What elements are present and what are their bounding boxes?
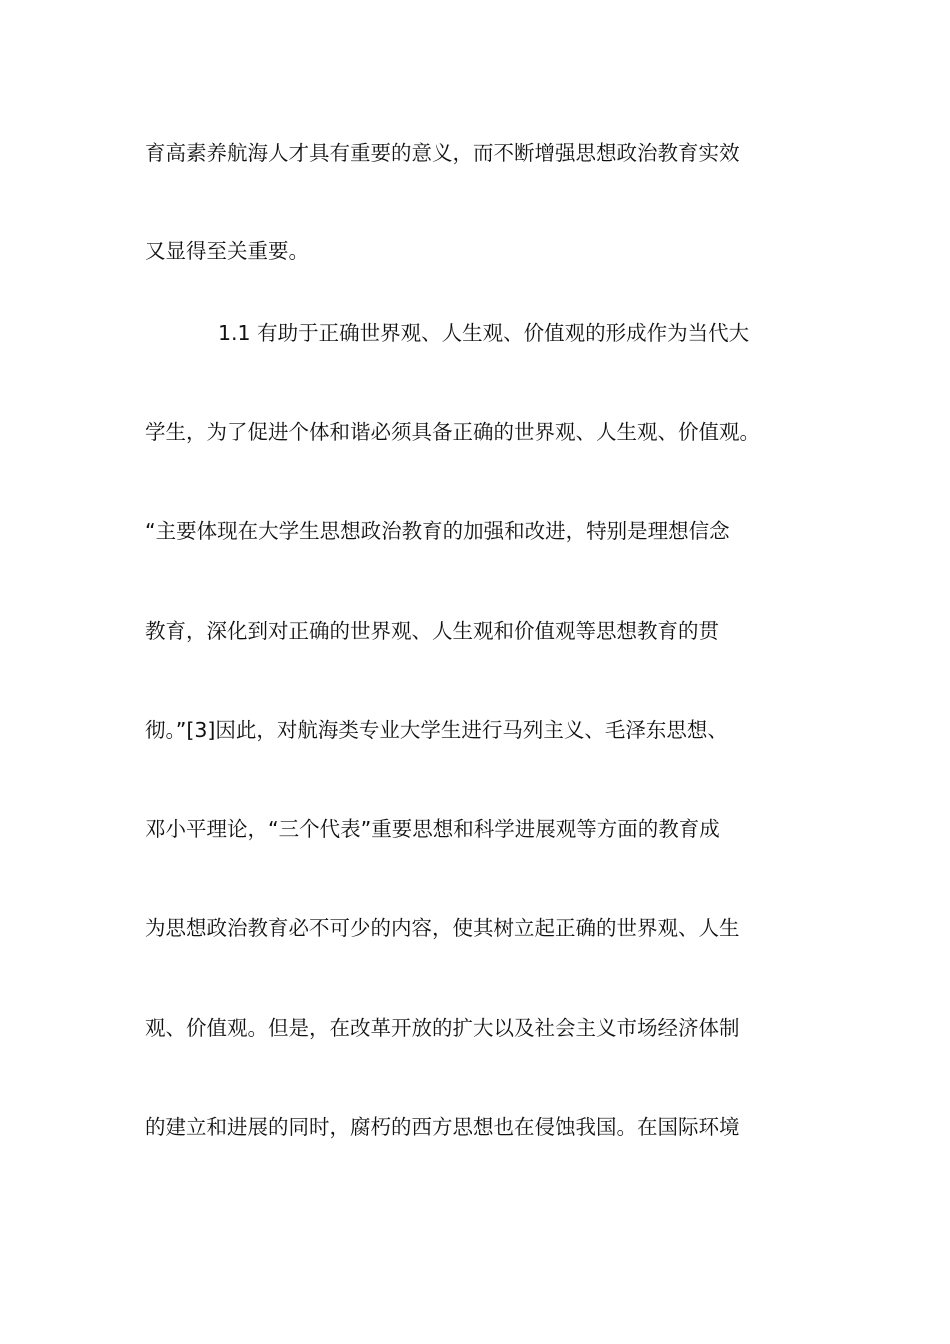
body-text-line: 邓小平理论，“三个代表”重要思想和科学进展观等方面的教育成 [145,817,720,841]
body-text-line: “主要体现在大学生思想政治教育的加强和改进，特别是理想信念 [145,519,730,543]
body-text-line: 彻。”[3]因此，对航海类专业大学生进行马列主义、毛泽东思想、 [145,718,728,742]
body-text-line: 育高素养航海人才具有重要的意义，而不断增强思想政治教育实效 [145,141,740,165]
body-text-line: 观、价值观。但是，在改革开放的扩大以及社会主义市场经济体制 [145,1016,740,1040]
body-text-line: 为思想政治教育必不可少的内容，使其树立起正确的世界观、人生 [145,916,740,940]
body-text-line: 学生，为了促进个体和谐必须具备正确的世界观、人生观、价值观。 [145,420,760,444]
body-text-line: 的建立和进展的同时，腐朽的西方思想也在侵蚀我国。在国际环境 [145,1115,740,1139]
section-heading-line: 1.1 有助于正确世界观、人生观、价值观的形成作为当代大 [218,321,750,345]
body-text-line: 又显得至关重要。 [145,239,309,263]
body-text-line: 教育，深化到对正确的世界观、人生观和价值观等思想教育的贯 [145,619,719,643]
